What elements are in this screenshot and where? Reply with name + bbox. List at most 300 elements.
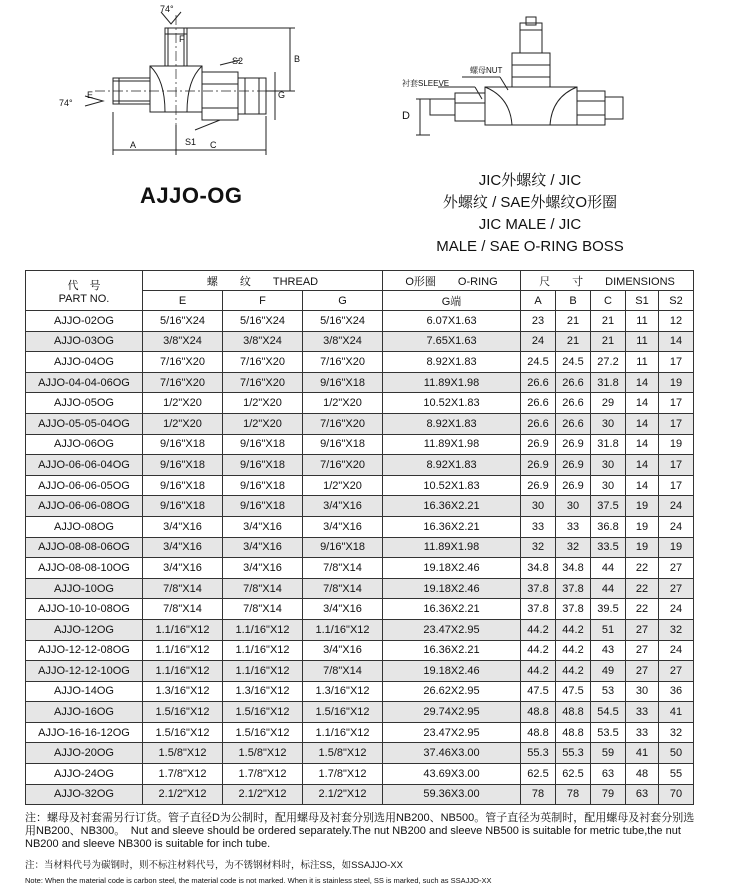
description-line: MALE / SAE O-RING BOSS	[436, 238, 624, 255]
table-cell: 55.3	[521, 743, 556, 764]
table-cell: 7/16"X20	[303, 455, 383, 476]
table-row	[26, 764, 694, 785]
table-cell: 3/8"X24	[143, 331, 223, 352]
sub-header-cell: F	[223, 291, 303, 311]
table-cell: 16.36X2.21	[383, 516, 521, 537]
table-cell: 10.52X1.83	[383, 393, 521, 414]
table-row	[26, 434, 694, 455]
table-cell: 14	[626, 434, 659, 455]
table-cell: 14	[626, 475, 659, 496]
table-cell: 3/4"X16	[143, 516, 223, 537]
part-number-cell: AJJO-08-08-10OG	[26, 558, 143, 579]
table-cell: 8.92X1.83	[383, 413, 521, 434]
table-cell: 9/16"X18	[223, 475, 303, 496]
table-cell: 48.8	[521, 702, 556, 723]
table-cell: 32	[659, 619, 694, 640]
table-cell: 53.5	[591, 722, 626, 743]
part-number-cell: AJJO-06-06-05OG	[26, 475, 143, 496]
table-cell: 32	[556, 537, 591, 558]
table-row	[26, 722, 694, 743]
table-cell: 31.8	[591, 434, 626, 455]
sub-header-cell: C	[591, 291, 626, 311]
table-cell: 33	[521, 516, 556, 537]
table-cell: 2.1/2"X12	[303, 784, 383, 805]
table-cell: 54.5	[591, 702, 626, 723]
table-cell: 78	[521, 784, 556, 805]
table-cell: 22	[626, 578, 659, 599]
table-cell: 7/16"X20	[303, 352, 383, 373]
part-number-cell: AJJO-02OG	[26, 311, 143, 332]
table-row	[26, 331, 694, 352]
table-cell: 3/4"X16	[223, 516, 303, 537]
table-cell: 14	[626, 455, 659, 476]
table-cell: 9/16"X18	[143, 455, 223, 476]
table-cell: 26.6	[556, 372, 591, 393]
part-number-cell: AJJO-14OG	[26, 681, 143, 702]
sub-header-cell: B	[556, 291, 591, 311]
table-row	[26, 578, 694, 599]
part-number-cell: AJJO-03OG	[26, 331, 143, 352]
table-cell: 30	[556, 496, 591, 517]
table-cell: 26.6	[521, 413, 556, 434]
table-cell: 8.92X1.83	[383, 455, 521, 476]
table-cell: 1.5/8"X12	[303, 743, 383, 764]
table-cell: 19.18X2.46	[383, 578, 521, 599]
table-cell: 1.1/16"X12	[143, 661, 223, 682]
table-cell: 9/16"X18	[143, 434, 223, 455]
part-number-cell: AJJO-06OG	[26, 434, 143, 455]
table-cell: 1.3/16"X12	[143, 681, 223, 702]
table-cell: 49	[591, 661, 626, 682]
table-cell: 1/2"X20	[303, 475, 383, 496]
table-cell: 5/16"X24	[143, 311, 223, 332]
label-c: C	[210, 140, 217, 150]
part-number-cell: AJJO-12-12-10OG	[26, 661, 143, 682]
part-number-cell: AJJO-24OG	[26, 764, 143, 785]
part-number-cell: AJJO-10OG	[26, 578, 143, 599]
product-title: AJJO-OG	[140, 183, 243, 208]
table-cell: 1.1/16"X12	[223, 619, 303, 640]
table-cell: 1.3/16"X12	[303, 681, 383, 702]
table-cell: 17	[659, 413, 694, 434]
table-row	[26, 516, 694, 537]
table-cell: 1.1/16"X12	[223, 661, 303, 682]
table-cell: 23	[521, 311, 556, 332]
part-number-cell: AJJO-04OG	[26, 352, 143, 373]
header-part-en: PART NO.	[58, 292, 110, 305]
table-cell: 3/8"X24	[303, 331, 383, 352]
table-cell: 3/4"X16	[303, 516, 383, 537]
table-cell: 7/16"X20	[143, 352, 223, 373]
table-cell: 70	[659, 784, 694, 805]
table-cell: 1.7/8"X12	[143, 764, 223, 785]
label-b: B	[294, 54, 301, 64]
table-cell: 19	[626, 537, 659, 558]
table-cell: 27	[659, 558, 694, 579]
table-cell: 1/2"X20	[303, 393, 383, 414]
sub-header-cell: S2	[659, 291, 694, 311]
table-cell: 34.8	[521, 558, 556, 579]
table-cell: 26.9	[521, 475, 556, 496]
table-cell: 2.1/2"X12	[143, 784, 223, 805]
table-cell: 16.36X2.21	[383, 599, 521, 620]
table-cell: 41	[626, 743, 659, 764]
table-cell: 19.18X2.46	[383, 558, 521, 579]
table-cell: 7/8"X14	[143, 578, 223, 599]
header-part-number	[26, 271, 143, 311]
table-cell: 37.46X3.00	[383, 743, 521, 764]
table-cell: 24.5	[556, 352, 591, 373]
table-cell: 24	[659, 599, 694, 620]
table-cell: 11	[626, 311, 659, 332]
note-ordering: 注：螺母及衬套需另行订货。管子直径D为公制时，配用螺母及衬套分别选用NB200、NB500。管子直径为英制时，配用螺母及衬套分别选用NB200、NB300。 Nut and sleeve should be ordered separately.The nut NB200 and sleeve NB500 is suitable for metric tube,the nut NB200 and sleeve NB300 is suitable for inch tube.	[25, 812, 695, 850]
table-row	[26, 475, 694, 496]
label-s2: S2	[232, 56, 244, 66]
table-cell: 39.5	[591, 599, 626, 620]
table-cell: 9/16"X18	[223, 455, 303, 476]
part-number-cell: AJJO-16-16-12OG	[26, 722, 143, 743]
table-row	[26, 352, 694, 373]
table-cell: 19	[659, 434, 694, 455]
table-cell: 1.1/16"X12	[303, 722, 383, 743]
part-number-cell: AJJO-16OG	[26, 702, 143, 723]
table-cell: 22	[626, 558, 659, 579]
table-cell: 48.8	[556, 702, 591, 723]
part-number-cell: AJJO-10-10-08OG	[26, 599, 143, 620]
table-cell: 7/8"X14	[223, 599, 303, 620]
table-cell: 37.8	[521, 599, 556, 620]
table-cell: 44.2	[521, 619, 556, 640]
label-g: G	[278, 90, 286, 100]
table-cell: 43.69X3.00	[383, 764, 521, 785]
table-cell: 26.6	[556, 413, 591, 434]
table-cell: 16.36X2.21	[383, 496, 521, 517]
header-oring: O形圈 O-RING	[383, 271, 521, 291]
table-cell: 1.5/16"X12	[143, 722, 223, 743]
table-cell: 19	[626, 516, 659, 537]
table-cell: 79	[591, 784, 626, 805]
table-cell: 32	[659, 722, 694, 743]
product-description	[410, 170, 650, 258]
table-cell: 21	[591, 331, 626, 352]
table-cell: 48	[626, 764, 659, 785]
table-cell: 1.5/16"X12	[223, 722, 303, 743]
table-cell: 36	[659, 681, 694, 702]
table-cell: 3/4"X16	[223, 558, 303, 579]
table-row	[26, 743, 694, 764]
sub-header-cell: S1	[626, 291, 659, 311]
table-cell: 11.89X1.98	[383, 372, 521, 393]
table-cell: 23.47X2.95	[383, 722, 521, 743]
part-number-cell: AJJO-20OG	[26, 743, 143, 764]
table-cell: 44.2	[521, 661, 556, 682]
table-cell: 63	[591, 764, 626, 785]
table-cell: 32	[521, 537, 556, 558]
table-body	[26, 311, 694, 805]
table-cell: 24	[659, 496, 694, 517]
table-cell: 31.8	[591, 372, 626, 393]
table-cell: 51	[591, 619, 626, 640]
table-cell: 36.8	[591, 516, 626, 537]
table-cell: 19	[659, 372, 694, 393]
table-row	[26, 311, 694, 332]
table-cell: 26.9	[556, 475, 591, 496]
label-f: F	[179, 34, 185, 44]
part-number-cell: AJJO-04-04-06OG	[26, 372, 143, 393]
table-cell: 7/8"X14	[303, 558, 383, 579]
table-row	[26, 702, 694, 723]
table-cell: 14	[659, 331, 694, 352]
table-cell: 1/2"X20	[223, 413, 303, 434]
table-cell: 11	[626, 331, 659, 352]
description-line: JIC MALE / JIC	[478, 216, 582, 233]
table-row	[26, 393, 694, 414]
table-cell: 37.8	[521, 578, 556, 599]
table-cell: 44.2	[556, 640, 591, 661]
table-cell: 30	[591, 413, 626, 434]
label-e: E	[87, 90, 94, 100]
table-cell: 7/8"X14	[143, 599, 223, 620]
table-cell: 62.5	[556, 764, 591, 785]
table-row	[26, 599, 694, 620]
table-cell: 63	[626, 784, 659, 805]
table-cell: 26.6	[521, 372, 556, 393]
table-row	[26, 661, 694, 682]
table-cell: 50	[659, 743, 694, 764]
part-number-cell: AJJO-06-06-04OG	[26, 455, 143, 476]
table-cell: 55	[659, 764, 694, 785]
table-cell: 3/8"X24	[223, 331, 303, 352]
table-cell: 7/8"X14	[303, 661, 383, 682]
part-number-cell: AJJO-08OG	[26, 516, 143, 537]
header-dimensions: 尺 寸 DIMENSIONS	[521, 271, 694, 291]
table-cell: 78	[556, 784, 591, 805]
table-cell: 26.6	[556, 393, 591, 414]
table-row	[26, 558, 694, 579]
table-cell: 48.8	[521, 722, 556, 743]
table-cell: 29.74X2.95	[383, 702, 521, 723]
table-cell: 44.2	[521, 640, 556, 661]
table-cell: 44	[591, 558, 626, 579]
table-cell: 1.7/8"X12	[223, 764, 303, 785]
table-cell: 59.36X3.00	[383, 784, 521, 805]
table-cell: 1/2"X20	[223, 393, 303, 414]
table-cell: 59	[591, 743, 626, 764]
table-cell: 22	[626, 599, 659, 620]
table-cell: 7/16"X20	[303, 413, 383, 434]
table-cell: 12	[659, 311, 694, 332]
part-number-cell: AJJO-06-06-08OG	[26, 496, 143, 517]
table-cell: 3/4"X16	[303, 640, 383, 661]
table-cell: 27	[626, 619, 659, 640]
table-cell: 11.89X1.98	[383, 537, 521, 558]
table-cell: 1.5/16"X12	[303, 702, 383, 723]
table-cell: 3/4"X16	[143, 537, 223, 558]
table-row	[26, 496, 694, 517]
table-cell: 14	[626, 372, 659, 393]
table-cell: 27.2	[591, 352, 626, 373]
table-row	[26, 455, 694, 476]
part-number-cell: AJJO-12-12-08OG	[26, 640, 143, 661]
table-cell: 23.47X2.95	[383, 619, 521, 640]
table-cell: 11	[626, 352, 659, 373]
table-cell: 26.9	[521, 455, 556, 476]
table-cell: 7/16"X20	[143, 372, 223, 393]
label-sleeve: 衬套SLEEVE	[402, 79, 450, 88]
table-cell: 43	[591, 640, 626, 661]
table-cell: 21	[556, 311, 591, 332]
table-cell: 7/16"X20	[223, 372, 303, 393]
table-cell: 1.3/16"X12	[223, 681, 303, 702]
table-cell: 1/2"X20	[143, 413, 223, 434]
table-cell: 33	[626, 722, 659, 743]
table-cell: 19	[659, 537, 694, 558]
table-cell: 7/8"X14	[223, 578, 303, 599]
part-number-cell: AJJO-08-08-06OG	[26, 537, 143, 558]
table-cell: 21	[556, 331, 591, 352]
assembly-drawing	[400, 15, 630, 155]
table-cell: 44	[591, 578, 626, 599]
table-cell: 9/16"X18	[143, 475, 223, 496]
table-cell: 1.7/8"X12	[303, 764, 383, 785]
table-row	[26, 784, 694, 805]
table-cell: 24	[659, 640, 694, 661]
table-cell: 27	[659, 578, 694, 599]
table-cell: 62.5	[521, 764, 556, 785]
table-row	[26, 413, 694, 434]
part-number-cell: AJJO-05-05-04OG	[26, 413, 143, 434]
table-cell: 30	[521, 496, 556, 517]
table-cell: 5/16"X24	[223, 311, 303, 332]
table-cell: 3/4"X16	[303, 496, 383, 517]
note-material-en: Note: When the material code is carbon steel, the material code is not marked. When it is stainless steel, SS is marked, such as SSAJJO-XX	[25, 876, 492, 885]
table-cell: 33	[556, 516, 591, 537]
table-cell: 9/16"X18	[143, 496, 223, 517]
table-cell: 24	[521, 331, 556, 352]
part-number-cell: AJJO-32OG	[26, 784, 143, 805]
table-cell: 26.9	[556, 434, 591, 455]
table-cell: 19.18X2.46	[383, 661, 521, 682]
table-cell: 30	[591, 455, 626, 476]
table-cell: 47.5	[556, 681, 591, 702]
table-cell: 30	[591, 475, 626, 496]
table-cell: 24.5	[521, 352, 556, 373]
fitting-dimension-drawing	[55, 0, 315, 165]
table-cell: 3/4"X16	[143, 558, 223, 579]
table-cell: 27	[626, 640, 659, 661]
table-cell: 5/16"X24	[303, 311, 383, 332]
table-cell: 1/2"X20	[143, 393, 223, 414]
table-cell: 47.5	[521, 681, 556, 702]
table-cell: 41	[659, 702, 694, 723]
table-cell: 9/16"X18	[303, 372, 383, 393]
specification-table	[25, 270, 694, 805]
label-s1: S1	[185, 137, 197, 147]
label-a: A	[130, 140, 137, 150]
table-row	[26, 537, 694, 558]
table-cell: 33.5	[591, 537, 626, 558]
table-cell: 16.36X2.21	[383, 640, 521, 661]
table-cell: 14	[626, 393, 659, 414]
angle-left-label: 74°	[59, 98, 73, 108]
table-cell: 37.8	[556, 599, 591, 620]
table-cell: 3/4"X16	[223, 537, 303, 558]
table-cell: 48.8	[556, 722, 591, 743]
table-cell: 17	[659, 455, 694, 476]
table-cell: 9/16"X18	[303, 537, 383, 558]
table-cell: 26.62X2.95	[383, 681, 521, 702]
table-cell: 1.1/16"X12	[223, 640, 303, 661]
table-cell: 14	[626, 413, 659, 434]
table-cell: 7/8"X14	[303, 578, 383, 599]
table-cell: 7/16"X20	[223, 352, 303, 373]
table-cell: 9/16"X18	[223, 496, 303, 517]
table-cell: 30	[626, 681, 659, 702]
table-cell: 10.52X1.83	[383, 475, 521, 496]
table-row	[26, 640, 694, 661]
sub-header-cell: G端	[383, 291, 521, 311]
table-cell: 26.9	[521, 434, 556, 455]
table-cell: 24	[659, 516, 694, 537]
table-cell: 34.8	[556, 558, 591, 579]
table-cell: 55.3	[556, 743, 591, 764]
table-cell: 29	[591, 393, 626, 414]
table-cell: 1.5/8"X12	[143, 743, 223, 764]
table-cell: 1.1/16"X12	[143, 619, 223, 640]
part-number-cell: AJJO-05OG	[26, 393, 143, 414]
table-cell: 26.6	[521, 393, 556, 414]
table-cell: 2.1/2"X12	[223, 784, 303, 805]
table-row	[26, 619, 694, 640]
table-cell: 8.92X1.83	[383, 352, 521, 373]
table-cell: 17	[659, 393, 694, 414]
label-d: D	[402, 110, 410, 122]
table-cell: 21	[591, 311, 626, 332]
table-cell: 37.8	[556, 578, 591, 599]
table-cell: 9/16"X18	[223, 434, 303, 455]
table-cell: 44.2	[556, 619, 591, 640]
angle-top-label: 74°	[160, 4, 174, 14]
table-row	[26, 372, 694, 393]
table-cell: 26.9	[556, 455, 591, 476]
table-cell: 33	[626, 702, 659, 723]
header-thread: 螺 纹 THREAD	[143, 271, 383, 291]
table-cell: 9/16"X18	[303, 434, 383, 455]
table-cell: 37.5	[591, 496, 626, 517]
label-nut: 螺母NUT	[470, 66, 503, 75]
table-cell: 27	[626, 661, 659, 682]
description-line: JIC外螺纹 / JIC	[478, 172, 582, 189]
sub-header-cell: G	[303, 291, 383, 311]
table-cell: 1.5/8"X12	[223, 743, 303, 764]
table-cell: 7.65X1.63	[383, 331, 521, 352]
table-row	[26, 681, 694, 702]
table-cell: 19	[626, 496, 659, 517]
table-cell: 1.5/16"X12	[143, 702, 223, 723]
table-cell: 44.2	[556, 661, 591, 682]
table-cell: 17	[659, 352, 694, 373]
description-line: 外螺纹 / SAE外螺纹O形圈	[442, 194, 618, 211]
part-number-cell: AJJO-12OG	[26, 619, 143, 640]
table-cell: 27	[659, 661, 694, 682]
sub-header-cell: A	[521, 291, 556, 311]
table-cell: 1.1/16"X12	[303, 619, 383, 640]
table-cell: 1.5/16"X12	[223, 702, 303, 723]
table-cell: 6.07X1.63	[383, 311, 521, 332]
note-material-cn: 注：当材料代号为碳钢时，则不标注材料代号，为不锈钢材料时，标注SS，如SSAJJO-XX	[25, 860, 403, 871]
table-cell: 1.1/16"X12	[143, 640, 223, 661]
header-part-cn: 代 号	[67, 279, 101, 292]
